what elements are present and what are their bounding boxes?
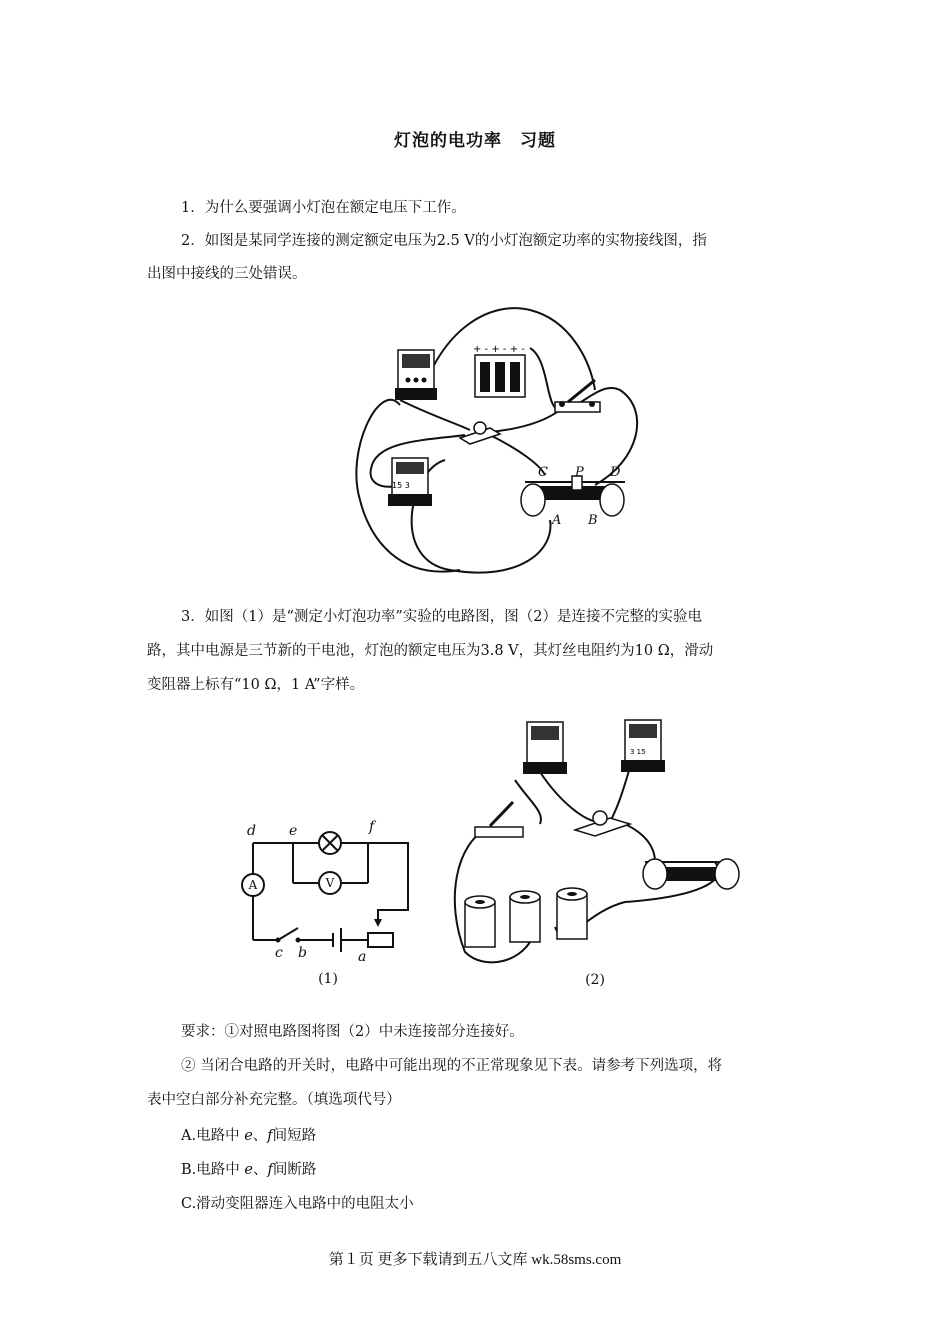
question-3-line-2: 路，其中电源是三节新的干电池，灯泡的额定电压为3.8 V，其灯丝电阻约为10 Ω，滑动 — [147, 643, 714, 659]
lamp-icon — [575, 811, 630, 836]
rheostat-icon — [643, 859, 739, 889]
requirement-2-line-2: 表中空白部分补充完整。（填选项代号） — [147, 1092, 401, 1108]
option-a: A.电路中 e、f间短路 — [181, 1128, 317, 1144]
requirement-2-line-1: ② 当闭合电路的开关时，电路中可能出现的不正常现象见下表。请参考下列选项，将 — [181, 1058, 723, 1074]
ammeter-icon — [523, 722, 567, 774]
ammeter-icon — [388, 458, 432, 506]
caption-1: (1) — [318, 971, 338, 987]
lamp-icon — [460, 422, 500, 444]
svg-text:C: C — [538, 465, 548, 480]
svg-text:P: P — [575, 465, 584, 480]
circuit-diagram-2 — [445, 712, 745, 997]
page-title: 灯泡的电功率 习题 — [394, 131, 556, 151]
svg-text:+ - + - + -: + - + - + - — [473, 344, 525, 355]
question-3-line-3: 变阻器上标有“10 Ω，1 A”字样。 — [147, 677, 365, 693]
question-1: 1．为什么要强调小灯泡在额定电压下工作。 — [181, 200, 466, 216]
question-3-line-1: 3．如图（1）是“测定小灯泡功率”实验的电路图，图（2）是连接不完整的实验电 — [181, 609, 702, 625]
svg-text:e: e — [289, 823, 298, 839]
svg-text:a: a — [358, 949, 367, 965]
switch-icon — [475, 802, 523, 837]
question-2-line-1: 2．如图是某同学连接的测定额定电压为2.5 V的小灯泡额定功率的实物接线图，指 — [181, 233, 707, 249]
svg-text:A: A — [552, 513, 562, 528]
svg-text:V: V — [325, 876, 335, 890]
svg-text:A: A — [248, 878, 258, 892]
svg-text:d: d — [247, 823, 256, 839]
svg-text:D: D — [610, 465, 621, 480]
voltmeter-icon — [395, 350, 437, 400]
question-2-wiring-figure — [340, 300, 660, 590]
question-2-line-2: 出图中接线的三处错误。 — [147, 266, 307, 282]
svg-text:15 3: 15 3 — [392, 481, 410, 490]
svg-text:c: c — [275, 945, 283, 961]
caption-2: (2) — [585, 972, 605, 988]
option-b: B.电路中 e、f间断路 — [181, 1162, 317, 1178]
battery-icon — [510, 891, 540, 942]
svg-text:f: f — [369, 819, 375, 835]
battery-icon — [465, 896, 495, 947]
svg-text:3 15: 3 15 — [630, 748, 646, 756]
battery-pack-icon — [473, 344, 525, 397]
svg-text:B: B — [588, 513, 598, 528]
option-c: C.滑动变阻器连入电路中的电阻太小 — [181, 1196, 414, 1212]
svg-text:b: b — [298, 945, 307, 961]
rheostat-icon — [521, 476, 625, 516]
page-footer: 第１页 更多下载请到五八文库 wk.58sms.com — [328, 1252, 622, 1268]
voltmeter-icon — [621, 720, 665, 772]
requirement-1: 要求：①对照电路图将图（2）中未连接部分连接好。 — [181, 1024, 524, 1040]
circuit-diagram-1 — [238, 815, 418, 990]
battery-icon — [557, 888, 587, 939]
